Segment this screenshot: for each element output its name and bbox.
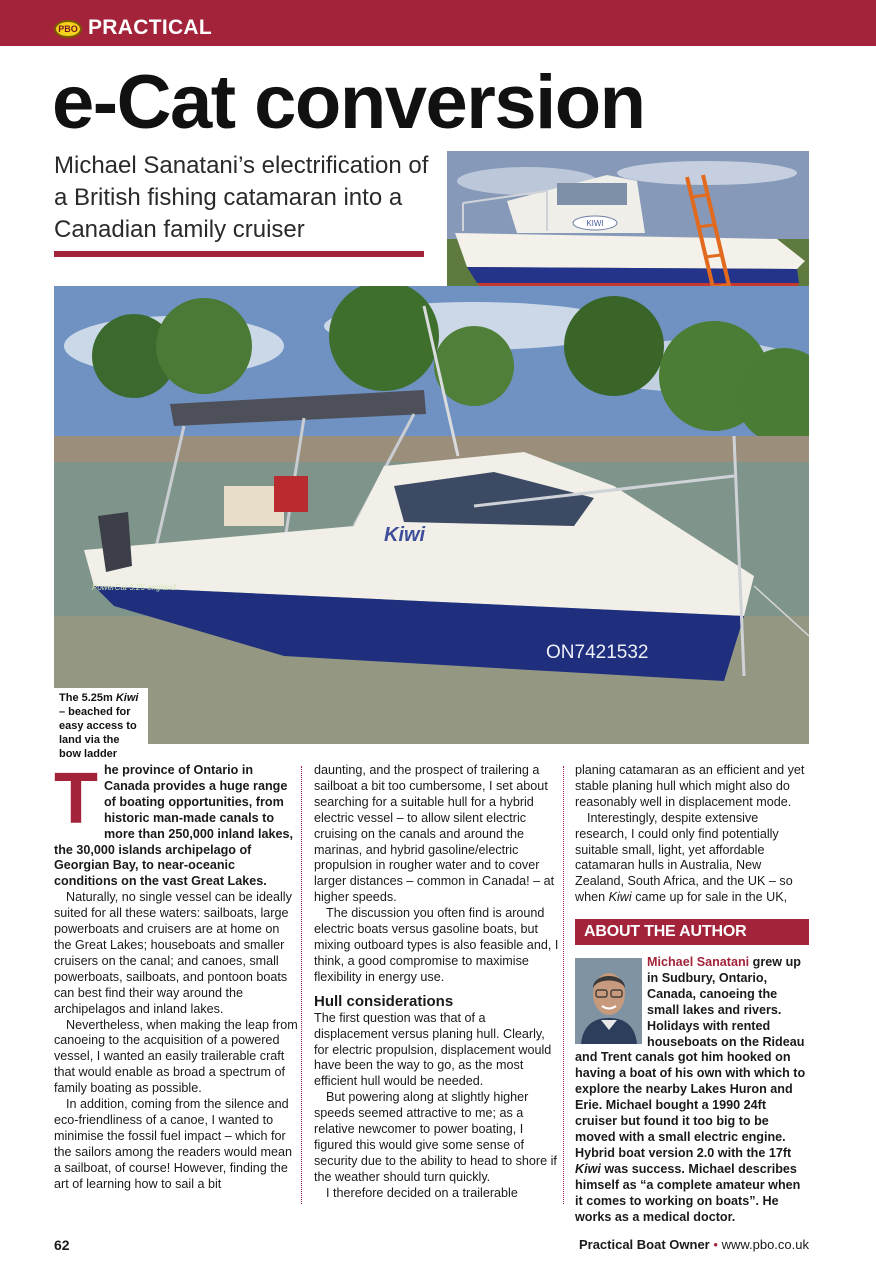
standfirst: Michael Sanatani’s electrification of a British fishing catamaran into a Canadian family cruiser: [54, 152, 429, 243]
article-column-3: [575, 763, 809, 906]
boat-name: Kiwi: [575, 1161, 601, 1176]
drop-cap: T: [54, 759, 98, 839]
paragraph: Nevertheless, when making the leap from canoeing to the acquisition of a powered vessel, I wanted an easily trailerable craft that would enable as broad a spectrum of family boating as possible.: [54, 1017, 298, 1096]
top-boat-name: KIWI: [586, 219, 604, 228]
paragraph-text: Interestingly, despite extensive research, I could only find potentially suitable small, light, yet affordable catamaran hulls in Australia, New Zealand, South Africa, and the UK – so when: [575, 810, 793, 905]
paragraph-text: came up for sale in the UK,: [631, 890, 788, 905]
author-name: Michael Sanatani: [647, 955, 750, 969]
photo-main-caption: [54, 688, 148, 760]
paragraph: In addition, coming from the silence and eco-friendliness of a canoe, I wanted to minimise the fossil fuel impact – which for the sailors among the readers would mean a sailboat, of course! However, finding the art of learning how to sail a bit: [54, 1097, 293, 1191]
paragraph: [575, 811, 809, 906]
photo-beached-catamaran: [54, 286, 809, 744]
paragraph: The discussion you often find is around electric boats versus gasoline boats, but mixing outboard types is also feasible and, I think, a good compromise to maximise flexibility in energy use.: [314, 906, 559, 984]
article-column-2: [314, 763, 560, 1202]
column-divider: [301, 766, 302, 1204]
magazine-url: www.pbo.co.uk: [721, 1237, 809, 1252]
section-label: PRACTICAL: [88, 16, 213, 39]
paragraph: planing catamaran as an efficient and yet stable planing hull which might also do reasonably well in displacement mode.: [575, 763, 805, 809]
boat-name: Kiwi: [608, 890, 632, 905]
standfirst-rule: [54, 251, 424, 257]
hull-registration: ON7421532: [546, 642, 649, 663]
column-divider: [563, 766, 564, 1204]
photo-beached-catamaran-illustration: [54, 286, 809, 744]
article-column-1: [54, 759, 298, 1192]
paragraph: daunting, and the prospect of trailering a sailboat a bit too cumbersome, I set about searching for a suitable hull for a hybrid electric vessel – to allow silent electric cruising on the canals and around the marinas, and hybrid gasoline/electric propulsion in rougher water and to cover larger distances – common in Canada! – at higher speeds.: [314, 763, 555, 905]
paragraph: The first question was that of a displacement versus planing hull. Clearly, for electric propulsion, displacement would have been the way to go, as the most efficient hull would be needed.: [314, 1010, 552, 1089]
article-headline: e-Cat conversion: [52, 60, 645, 145]
page-number: 62: [54, 1237, 70, 1253]
magazine-title: Practical Boat Owner: [578, 1237, 710, 1252]
footer-separator: •: [713, 1237, 718, 1252]
about-author-heading: ABOUT THE AUTHOR: [575, 919, 809, 945]
author-bio-text: was success. Michael describes himself as “a complete amateur when it comes to working on boats”. He works as a medical doctor.: [575, 1161, 801, 1224]
footer-magazine: [579, 1237, 809, 1252]
section-header-bar: [0, 0, 876, 46]
paragraph: But powering along at slightly higher speeds seemed attractive to me; as a relative newcomer to power boating, I figured this would give some sense of security due to the ability to head to shore if the weather should turn quickly.: [314, 1090, 557, 1184]
author-bio-text: grew up in Sudbury, Ontario, Canada, canoeing the small lakes and rivers. Holidays with rented houseboats on the Rideau and Trent canals got him hooked on having a boat of his own with which to explore the nearby Lakes Huron and Erie. Michael bought a 1990 24ft cruiser but found it too big to be moved with a small electric engine. Hybrid boat version 2.0 with the 17ft: [575, 955, 806, 1160]
author-bio: [575, 955, 809, 1225]
caption-prefix: The 5.25m: [59, 692, 116, 704]
hull-brand: PowerCat 5.25 england: [92, 583, 176, 592]
subheading: Hull considerations: [314, 992, 454, 1010]
pbo-logo: PBO: [54, 20, 82, 38]
caption-text: – beached for easy access to land via the bow ladder: [59, 706, 137, 760]
main-boat-name: Kiwi: [384, 524, 426, 546]
lead-paragraph: he province of Ontario in Canada provides a huge range of boating opportunities, from historic man-made canals to more than 250,000 inland lakes, the 30,000 islands archipelago of Georgian Bay, to near-oceanic conditions on the vast Great Lakes.: [54, 763, 293, 889]
paragraph: Naturally, no single vessel can be ideally suited for all these waters: sailboats, large powerboats and cruisers are at home on the Great Lakes; houseboats and smaller cruisers on the canal; and canoes, small powerboats, sailboats, and pontoon boats can best find their way around the archipelagos and inland lakes.: [54, 890, 292, 1016]
caption-boat-name: Kiwi: [115, 692, 139, 704]
paragraph: I therefore decided on a trailerable: [326, 1185, 518, 1200]
